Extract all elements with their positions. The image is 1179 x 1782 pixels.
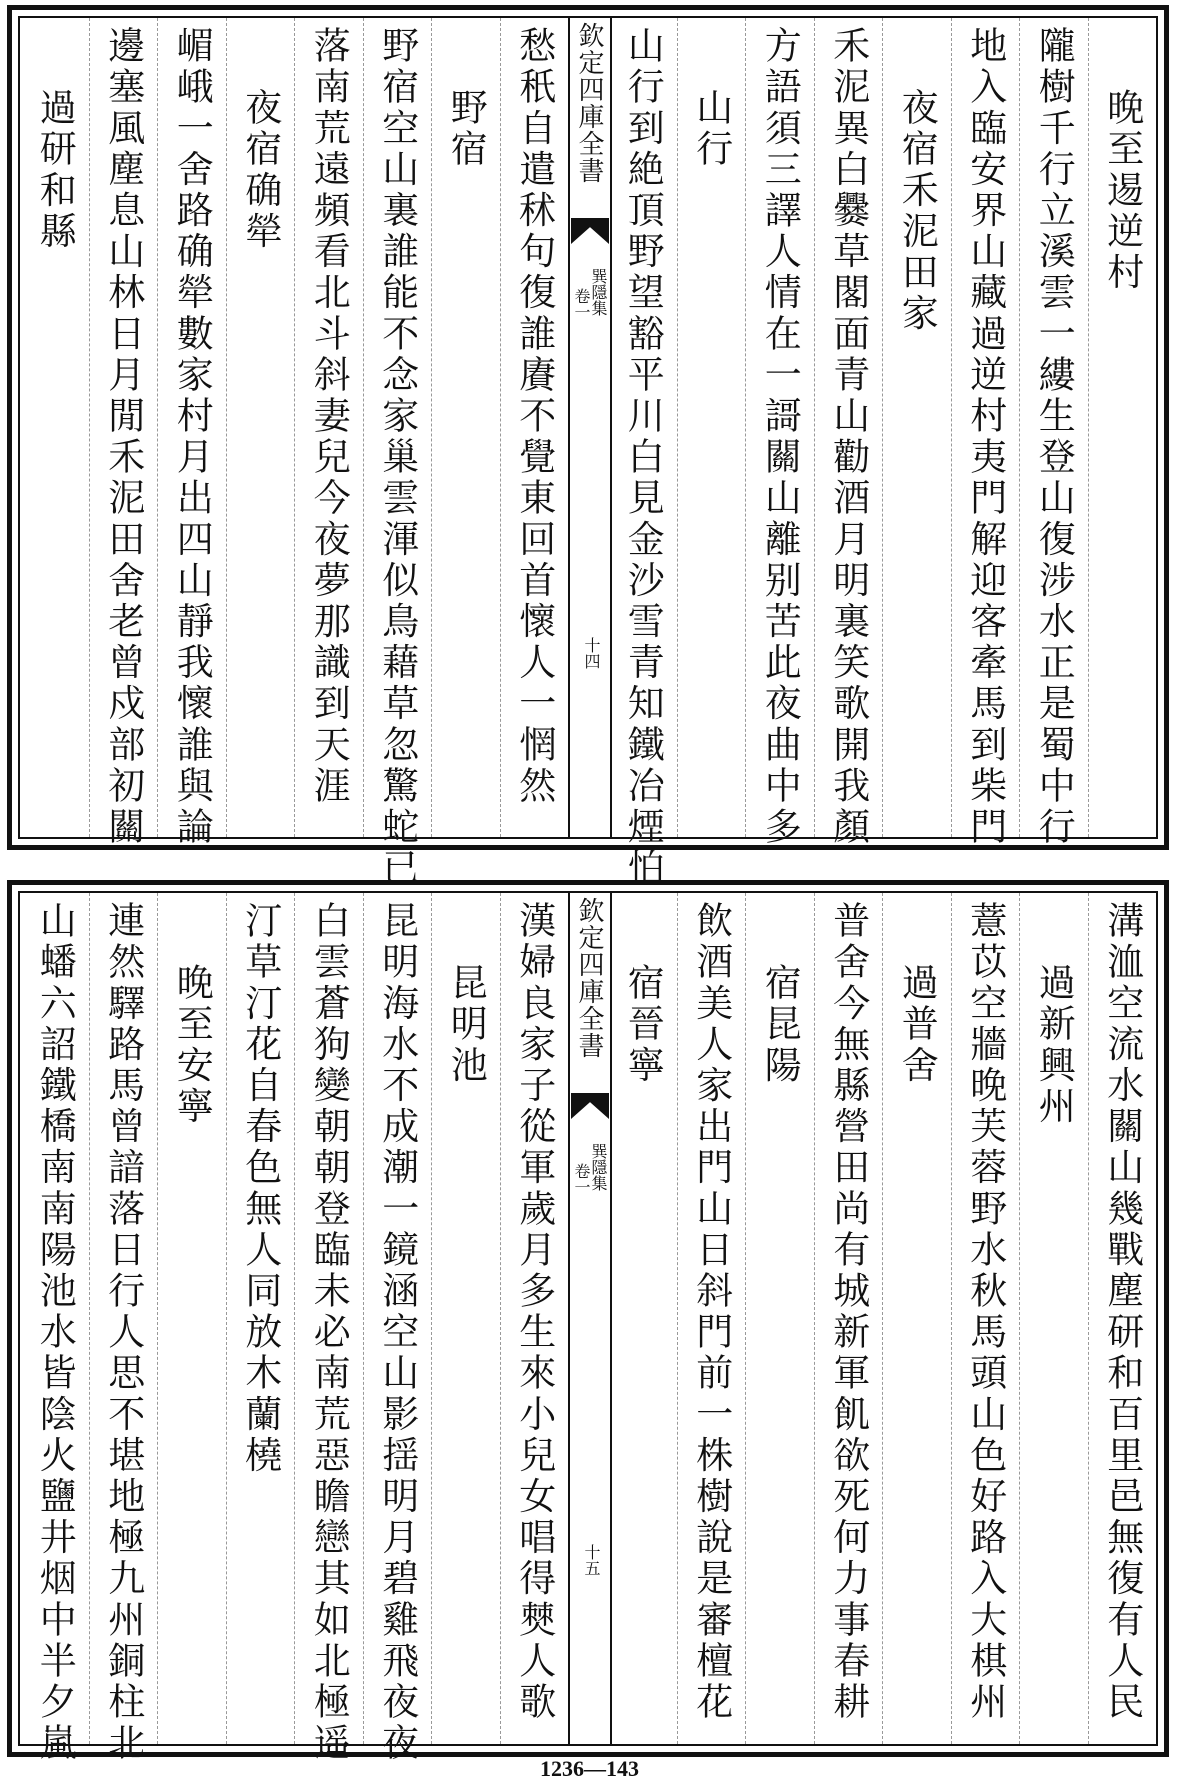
poem-line: 野宿空山裏誰能不念家巢雲渾似鳥藉草忽驚蛇已 <box>375 26 419 890</box>
gutter-book-title: 巽隱集 <box>589 268 608 316</box>
poem-line: 山行到絶頂野望豁平川白見金沙雪青知鐵冶煙怕 <box>621 26 665 890</box>
poem-line: 愁秖自遣秫句復誰賡不覺東回首懷人一惘然 <box>512 26 556 807</box>
gutter-title: 欽定四庫全書 <box>574 897 604 1059</box>
column-rule <box>431 18 433 837</box>
poem-line: 昆明海水不成潮一鏡涵空山影揺明月碧雞飛夜夜 <box>375 901 419 1765</box>
column-rule <box>226 893 228 1744</box>
page-number: 1236—143 <box>540 1756 639 1781</box>
poem-title: 晚至安寧 <box>170 963 214 1128</box>
poem-line: 連然驛路馬曾諳落日行人思不堪地極九州銅柱北 <box>101 901 145 1765</box>
column-rule <box>294 18 296 837</box>
column-rule <box>677 893 679 1744</box>
fishtail-mark <box>571 1093 609 1119</box>
upper-page-frame <box>18 16 1158 890</box>
poem-line: 飲酒美人家出門山日斜門前一株樹說是審檀花 <box>689 901 733 1723</box>
center-gutter <box>568 893 612 1744</box>
lower-page <box>7 880 1169 1765</box>
poem-line: 溝洫空流水關山幾戰塵研和百里邑無復有人民 <box>1100 901 1144 1723</box>
gutter-volume: 卷一 <box>572 1163 591 1195</box>
column-rule <box>1088 893 1090 1744</box>
poem-title: 宿昆陽 <box>758 963 802 1087</box>
poem-line: 隴樹千行立溪雲一縷生登山復涉水正是蜀中行 <box>1032 26 1076 848</box>
column-rule <box>1088 18 1090 837</box>
poem-title: 過新興州 <box>1032 963 1076 1128</box>
column-rule <box>89 893 91 1744</box>
gutter-title: 欽定四庫全書 <box>574 22 604 184</box>
column-rule <box>363 893 365 1744</box>
center-gutter <box>568 18 612 837</box>
column-rule <box>89 18 91 837</box>
column-rule <box>745 18 747 837</box>
poem-line: 邊塞風塵息山林日月閒禾泥田舍老曾戍部初關 <box>101 26 145 848</box>
column-rule <box>363 18 365 837</box>
gutter-leaf-number: 十五 <box>582 1544 601 1576</box>
poem-title: 山行 <box>689 88 733 171</box>
poem-title: 晚至逷逆村 <box>1100 88 1144 294</box>
column-rule <box>882 18 884 837</box>
poem-line: 普舍今無縣營田尚有城新軍飢欲死何力事春耕 <box>826 901 870 1723</box>
column-rule <box>814 893 816 1744</box>
gutter-leaf-number: 十四 <box>582 637 601 669</box>
column-rule <box>431 893 433 1744</box>
column-rule <box>745 893 747 1744</box>
column-rule <box>882 893 884 1744</box>
column-rule <box>157 18 159 837</box>
poem-line: 方語須三譯人情在一謌關山離别苦此夜曲中多 <box>758 26 802 848</box>
column-rule <box>951 18 953 837</box>
column-rule <box>951 893 953 1744</box>
column-rule <box>1019 18 1021 837</box>
gutter-volume: 卷一 <box>572 288 591 320</box>
poem-title: 昆明池 <box>444 963 488 1087</box>
column-rule <box>500 18 502 837</box>
poem-title: 夜宿确犖 <box>238 88 282 253</box>
column-rule <box>294 893 296 1744</box>
poem-line: 汀草汀花自春色無人同放木蘭橈 <box>238 901 282 1477</box>
poem-line: 地入臨安界山藏過逆村夷門解迎客牽馬到柴門 <box>963 26 1007 848</box>
poem-title: 過普舍 <box>895 963 939 1087</box>
fishtail-mark <box>571 218 609 244</box>
poem-line: 落南荒遠頻看北斗斜妻兒今夜夢那識到天涯 <box>307 26 351 807</box>
poem-line: 漢婦良家子從軍歲月多生來小兒女唱得僰人歌 <box>512 901 556 1723</box>
lower-page-frame <box>18 891 1158 1765</box>
poem-line: 嵋峨一舍路确犖數家村月出四山靜我懷誰與論 <box>170 26 214 848</box>
poem-title: 過研和縣 <box>33 88 77 253</box>
gutter-book-title: 巽隱集 <box>589 1143 608 1191</box>
poem-line: 薏苡空牆晚芙蓉野水秋馬頭山色好路入大棋州 <box>963 901 1007 1723</box>
poem-title: 宿晉寧 <box>621 963 665 1087</box>
poem-title: 野宿 <box>444 88 488 171</box>
poem-line: 白雲蒼狗變朝朝登臨未必南荒惡瞻戀其如北極遥 <box>307 901 351 1765</box>
column-rule <box>157 893 159 1744</box>
column-rule <box>677 18 679 837</box>
poem-title: 夜宿禾泥田家 <box>895 88 939 335</box>
upper-page <box>7 5 1169 890</box>
column-rule <box>814 18 816 837</box>
column-rule <box>1019 893 1021 1744</box>
column-rule <box>226 18 228 837</box>
column-rule <box>500 893 502 1744</box>
poem-line: 禾泥異白爨草閣面青山勸酒月明裏笑歌開我顏 <box>826 26 870 848</box>
poem-line: 山蟠六詔鐵橋南南陽池水皆陰火鹽井烟中半夕嵐 <box>33 901 77 1765</box>
